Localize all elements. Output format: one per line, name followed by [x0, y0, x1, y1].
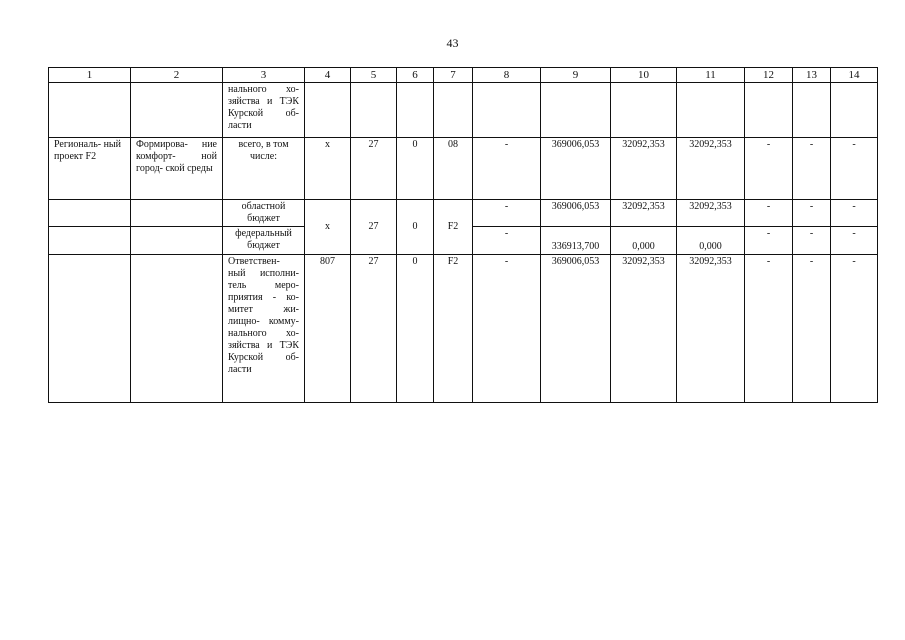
- cell-col12: -: [745, 227, 793, 255]
- table-row-regional-budget: [49, 200, 878, 227]
- cell-col7: F2: [434, 255, 473, 403]
- cell-empty: [131, 255, 223, 403]
- cell-empty: [541, 83, 611, 138]
- header-cell: 12: [745, 68, 793, 83]
- cell-col5: 27: [351, 255, 397, 403]
- header-cell: 1: [49, 68, 131, 83]
- cell-col12: -: [745, 255, 793, 403]
- header-cell: 13: [793, 68, 831, 83]
- header-cell: 9: [541, 68, 611, 83]
- header-row: [49, 68, 878, 83]
- cell-col10: 32092,353: [611, 138, 677, 200]
- cell-empty: [745, 83, 793, 138]
- cell-col9: 336913,700: [541, 227, 611, 255]
- header-cell: 4: [305, 68, 351, 83]
- cell-col12: -: [745, 200, 793, 227]
- cell-col5: 27: [351, 200, 397, 255]
- cell-col7: F2: [434, 200, 473, 255]
- cell-regional-label: областной бюджет: [223, 200, 305, 227]
- cell-empty: [473, 83, 541, 138]
- cell-empty: [434, 83, 473, 138]
- cell-empty: [49, 255, 131, 403]
- cell-empty: [677, 83, 745, 138]
- cell-project-title: Формирова- ние комфорт- ной город- ской среды: [131, 138, 223, 200]
- cell-empty: [793, 83, 831, 138]
- cell-col12: -: [745, 138, 793, 200]
- cell-col8: -: [473, 138, 541, 200]
- cell-col5: 27: [351, 138, 397, 200]
- cell-col14: -: [831, 138, 878, 200]
- page-number: 43: [446, 36, 459, 50]
- cell-empty: [131, 200, 223, 227]
- cell-col11: 32092,353: [677, 200, 745, 227]
- cell-col10: 32092,353: [611, 200, 677, 227]
- cell-federal-label: федеральный бюджет: [223, 227, 305, 255]
- cell-executor-tail: нального хо- зяйства и ТЭК Курской об- ласти: [223, 83, 305, 138]
- cell-col6: 0: [397, 138, 434, 200]
- cell-empty: [49, 200, 131, 227]
- cell-empty: [351, 83, 397, 138]
- table-row-continuation: [49, 83, 878, 138]
- cell-project-name: Региональ- ный проект F2: [49, 138, 131, 200]
- budget-table: [48, 67, 878, 403]
- cell-col9: 369006,053: [541, 255, 611, 403]
- cell-empty: [831, 83, 878, 138]
- header-cell: 6: [397, 68, 434, 83]
- cell-executor: Ответствен- ный исполни- тель меро- приятия - ко- митет жи- лищно- комму- нального хо- зяйства и ТЭК Курской об- ласти: [223, 255, 305, 403]
- header-cell: 7: [434, 68, 473, 83]
- cell-empty: [397, 83, 434, 138]
- cell-col6: 0: [397, 200, 434, 255]
- cell-col4: х: [305, 138, 351, 200]
- header-cell: 2: [131, 68, 223, 83]
- cell-empty: [131, 227, 223, 255]
- cell-total-label: всего, в том числе:: [223, 138, 305, 200]
- table-row-project: [49, 138, 878, 200]
- table-row-executor: [49, 255, 878, 403]
- cell-col8: -: [473, 227, 541, 255]
- cell-col7: 08: [434, 138, 473, 200]
- cell-empty: [49, 227, 131, 255]
- cell-col10: 32092,353: [611, 255, 677, 403]
- cell-col8: -: [473, 200, 541, 227]
- cell-col9: 369006,053: [541, 200, 611, 227]
- header-cell: 3: [223, 68, 305, 83]
- cell-col14: -: [831, 200, 878, 227]
- cell-col4: 807: [305, 255, 351, 403]
- cell-col11: 0,000: [677, 227, 745, 255]
- cell-col14: -: [831, 227, 878, 255]
- cell-col9: 369006,053: [541, 138, 611, 200]
- header-cell: 14: [831, 68, 878, 83]
- cell-col10: 0,000: [611, 227, 677, 255]
- header-cell: 5: [351, 68, 397, 83]
- cell-col13: -: [793, 200, 831, 227]
- cell-col14: -: [831, 255, 878, 403]
- cell-col13: -: [793, 255, 831, 403]
- cell-col13: -: [793, 227, 831, 255]
- cell-col4: х: [305, 200, 351, 255]
- cell-col8: -: [473, 255, 541, 403]
- cell-col11: 32092,353: [677, 138, 745, 200]
- cell-col13: -: [793, 138, 831, 200]
- cell-col11: 32092,353: [677, 255, 745, 403]
- header-cell: 10: [611, 68, 677, 83]
- cell-empty: [611, 83, 677, 138]
- header-cell: 11: [677, 68, 745, 83]
- cell-empty: [49, 83, 131, 138]
- cell-empty: [131, 83, 223, 138]
- cell-col6: 0: [397, 255, 434, 403]
- header-cell: 8: [473, 68, 541, 83]
- cell-empty: [305, 83, 351, 138]
